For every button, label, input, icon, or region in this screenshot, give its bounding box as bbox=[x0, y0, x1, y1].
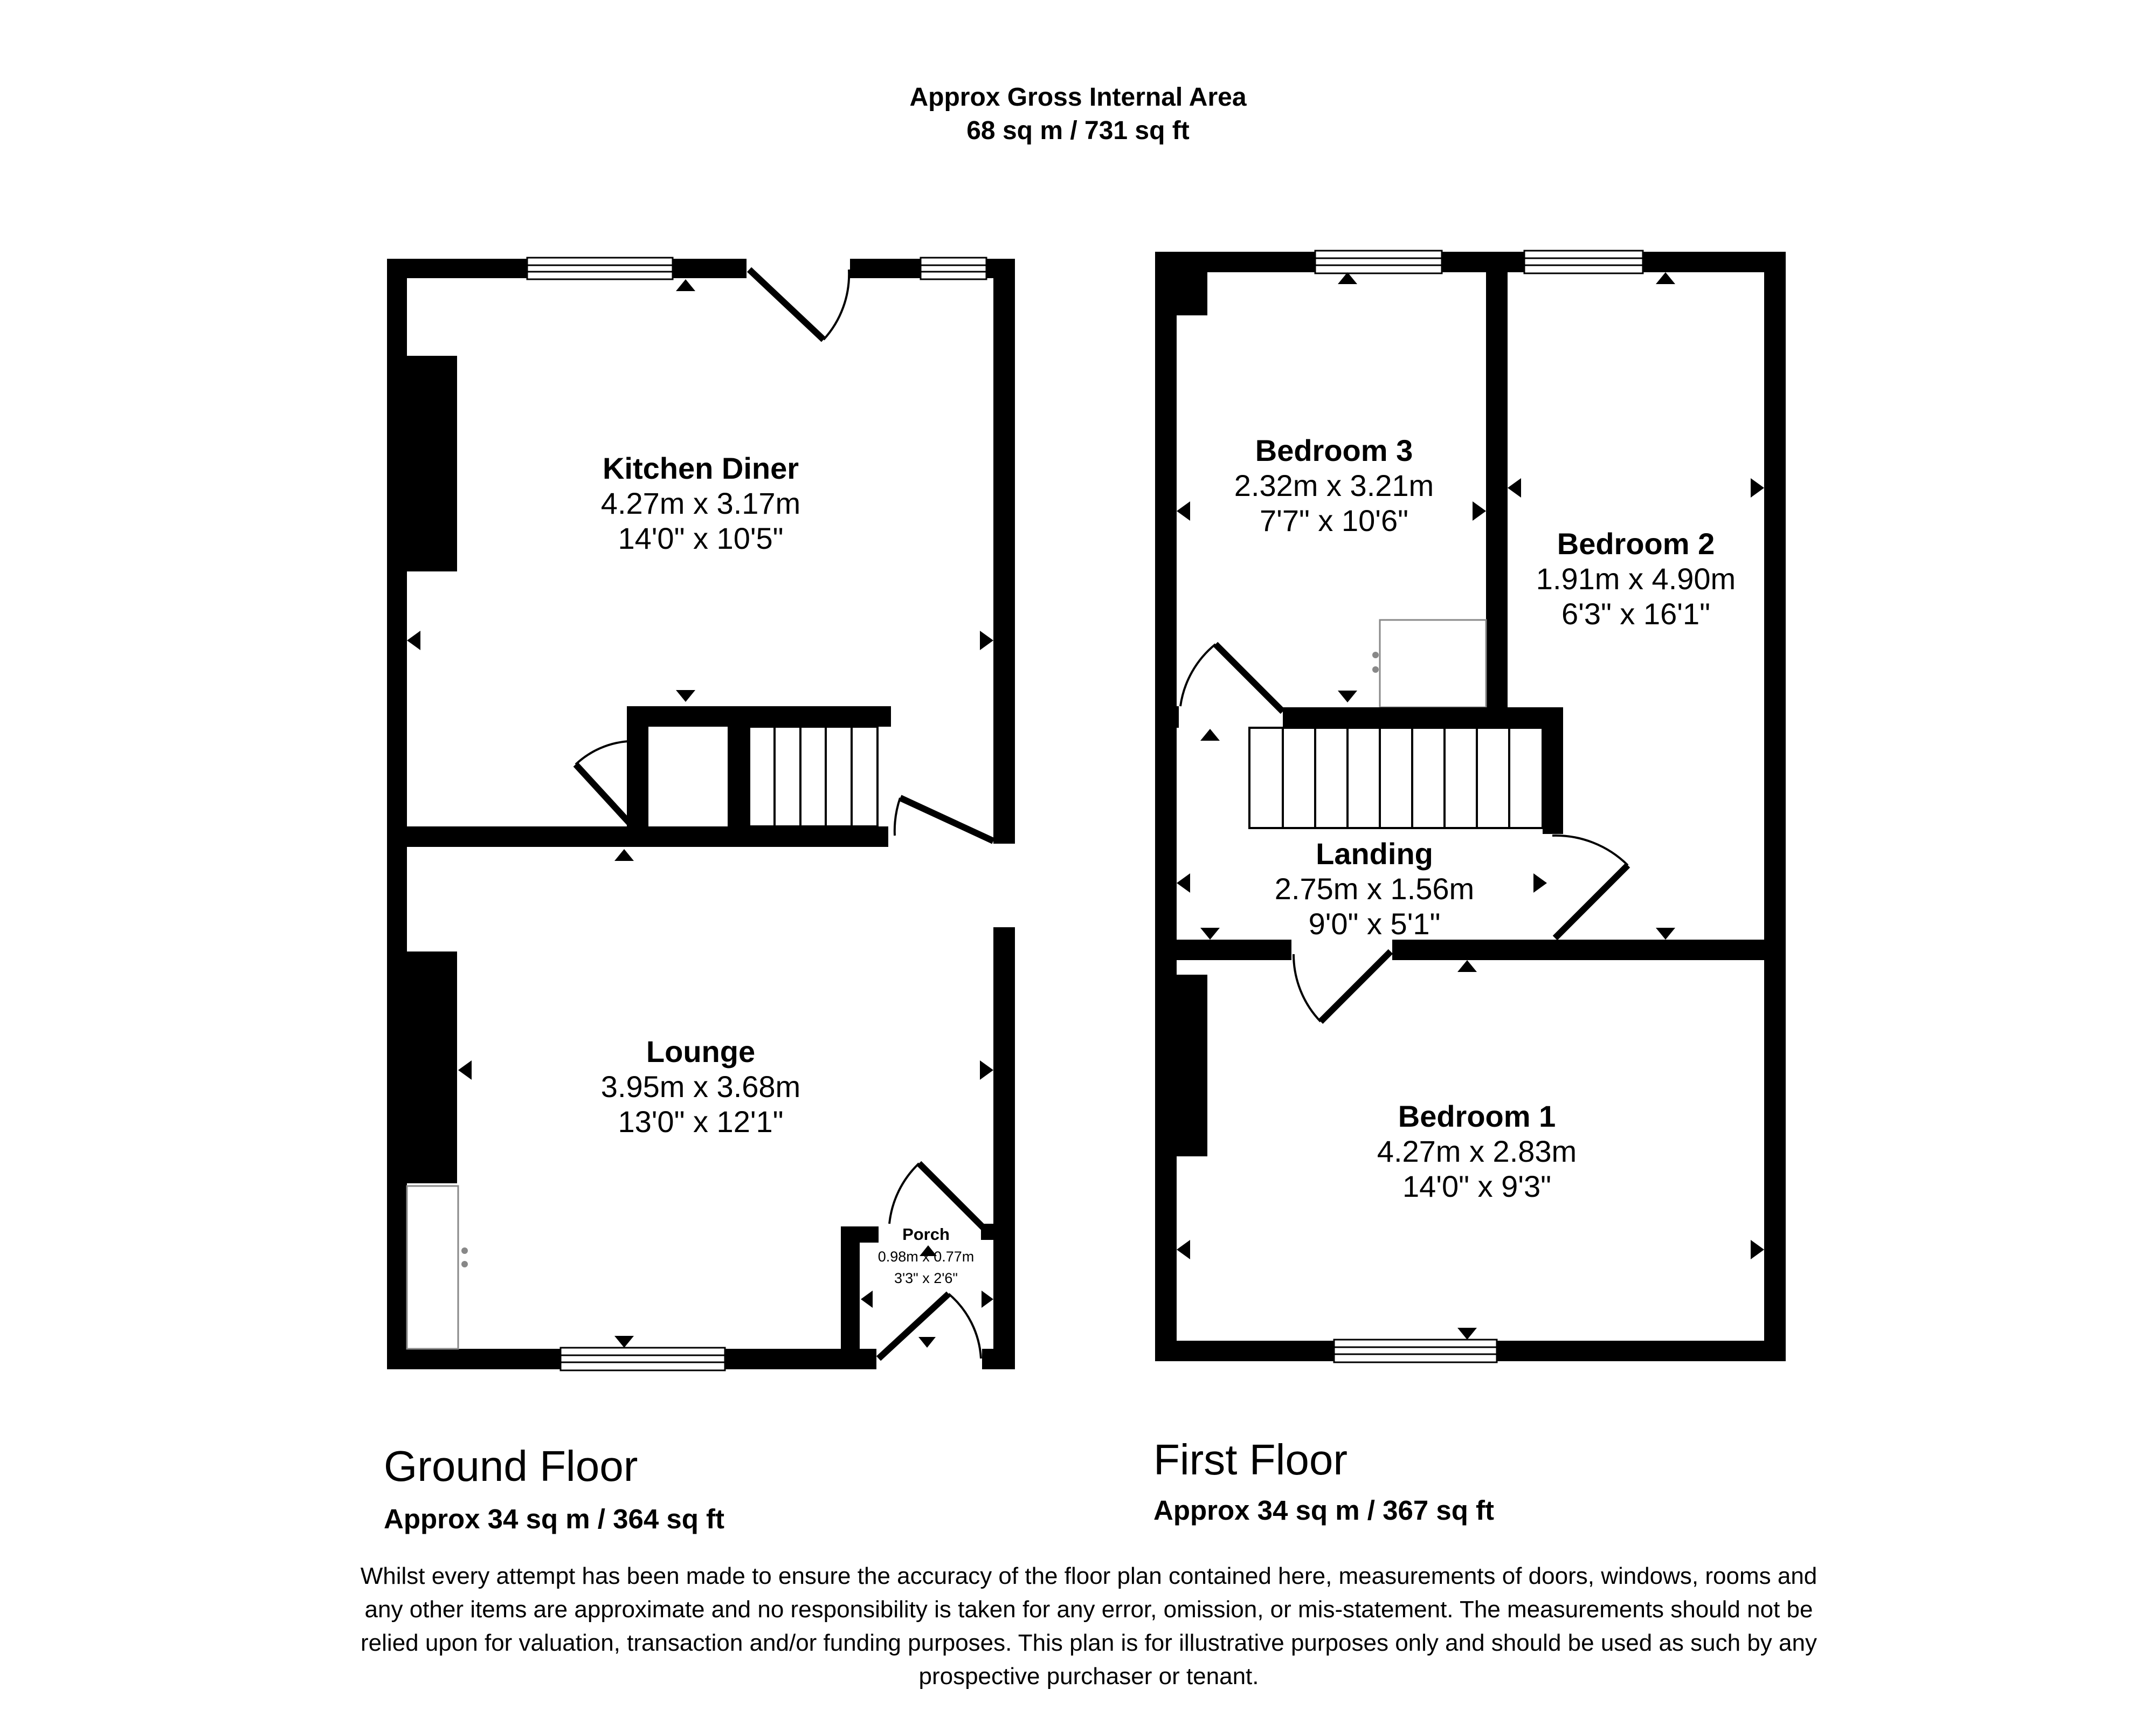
landing-imperial: 9'0" x 5'1" bbox=[1308, 907, 1441, 941]
ground-stairs bbox=[749, 727, 877, 826]
bedroom3-name: Bedroom 3 bbox=[1255, 433, 1413, 467]
bedroom1-metric: 4.27m x 2.83m bbox=[1377, 1134, 1577, 1168]
porch-inner-door bbox=[889, 1163, 986, 1231]
gross-area-value: 68 sq m / 731 sq ft bbox=[966, 116, 1190, 145]
bedroom3-imperial: 7'7" x 10'6" bbox=[1260, 504, 1408, 537]
porch-name: Porch bbox=[902, 1225, 950, 1244]
landing-name: Landing bbox=[1316, 837, 1433, 871]
kitchen-imperial: 14'0" x 10'5" bbox=[618, 521, 784, 555]
lounge-name: Lounge bbox=[646, 1035, 756, 1068]
bedroom3-window bbox=[1315, 251, 1442, 273]
ground-floor-plan bbox=[387, 258, 1016, 1370]
ground-floor-title: Ground Floor bbox=[384, 1442, 638, 1490]
bedroom1-imperial: 14'0" x 9'3" bbox=[1402, 1169, 1551, 1203]
disclaimer bbox=[270, 1560, 1908, 1693]
bedroom2-door bbox=[1552, 836, 1628, 938]
kitchen-side-door bbox=[895, 798, 993, 841]
kitchen-back-door bbox=[749, 270, 849, 340]
disclaimer-line: any other items are approximate and no responsibility is taken for any error, omission, or mis-statement. The measurements should not be bbox=[364, 1596, 1813, 1623]
gross-area-title: Approx Gross Internal Area bbox=[909, 83, 1247, 112]
bedroom2-name: Bedroom 2 bbox=[1557, 527, 1715, 561]
first-floor-title: First Floor bbox=[1153, 1436, 1348, 1484]
porch-metric: 0.98m x 0.77m bbox=[877, 1249, 975, 1265]
disclaimer-line: relied upon for valuation, transaction and/or funding purposes. This plan is for illustrative purposes only and should be used as such by any bbox=[361, 1630, 1817, 1656]
bedroom2-imperial: 6'3" x 16'1" bbox=[1561, 597, 1710, 631]
bedroom3-metric: 2.32m x 3.21m bbox=[1234, 468, 1434, 502]
bedroom2-metric: 1.91m x 4.90m bbox=[1536, 562, 1736, 596]
kitchen-name: Kitchen Diner bbox=[602, 451, 799, 485]
bedroom1-window bbox=[1334, 1340, 1497, 1362]
disclaimer-line: prospective purchaser or tenant. bbox=[918, 1663, 1259, 1690]
first-floor-area: Approx 34 sq m / 367 sq ft bbox=[1153, 1495, 1495, 1526]
lounge-metric: 3.95m x 3.68m bbox=[600, 1070, 801, 1104]
bedroom2-window bbox=[1524, 251, 1643, 273]
ground-dimension-arrows bbox=[407, 279, 993, 1348]
bedroom1-door bbox=[1294, 951, 1391, 1022]
porch-imperial: 3'3" x 2'6" bbox=[894, 1270, 958, 1286]
kitchen-window-small bbox=[921, 258, 986, 279]
bedroom3-door bbox=[1180, 644, 1283, 712]
landing-metric: 2.75m x 1.56m bbox=[1274, 872, 1475, 906]
lounge-imperial: 13'0" x 12'1" bbox=[618, 1105, 784, 1139]
lounge-window bbox=[561, 1348, 725, 1370]
kitchen-metric: 4.27m x 3.17m bbox=[600, 486, 801, 520]
disclaimer-line: Whilst every attempt has been made to ensure the accuracy of the floor plan contained here, measurements of doors, windows, rooms and bbox=[360, 1563, 1818, 1589]
first-stairs bbox=[1249, 728, 1543, 828]
ground-floor-area: Approx 34 sq m / 364 sq ft bbox=[384, 1504, 725, 1534]
bedroom1-name: Bedroom 1 bbox=[1398, 1099, 1556, 1133]
kitchen-window bbox=[527, 258, 673, 279]
